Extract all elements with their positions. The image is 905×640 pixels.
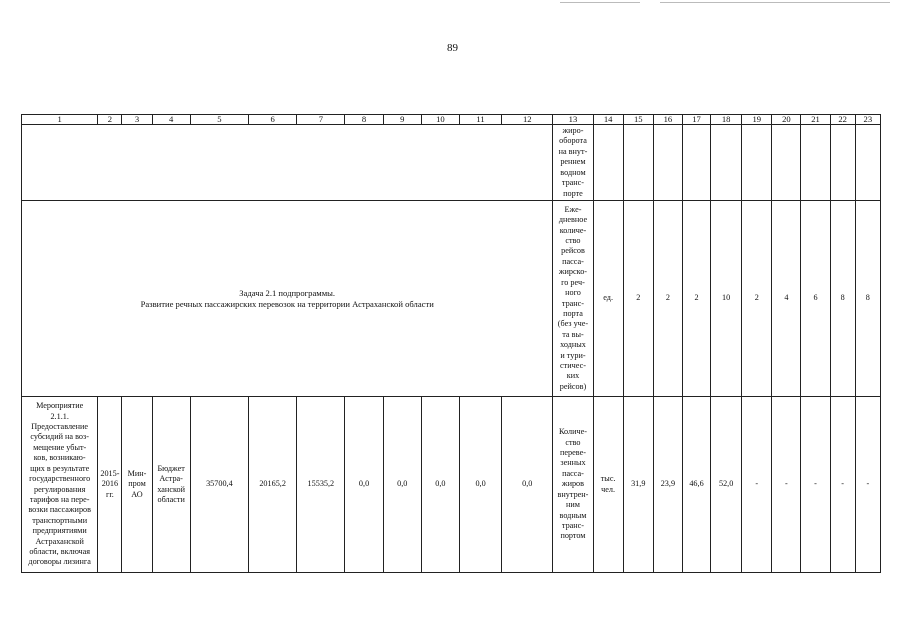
empty-cell <box>593 125 623 201</box>
value-cell: 52,0 <box>711 397 742 573</box>
value-cell: - <box>830 397 855 573</box>
column-number: 8 <box>345 115 383 125</box>
value-cell: - <box>855 397 880 573</box>
value-cell: 2 <box>742 201 772 397</box>
column-number: 14 <box>593 115 623 125</box>
page-number: 89 <box>447 42 458 54</box>
scan-artifact-line <box>560 2 640 3</box>
column-number: 2 <box>98 115 122 125</box>
task-title: Задача 2.1 подпрограммы. Развитие речных пассажирских перевозок на территории Астраханской области <box>22 201 553 397</box>
funding-source-cell: Бюджет Астра- ханской области <box>152 397 190 573</box>
empty-cell <box>772 125 801 201</box>
amount-cell: 35700,4 <box>190 397 248 573</box>
value-cell: 46,6 <box>682 397 710 573</box>
value-cell: 10 <box>711 201 742 397</box>
column-number: 20 <box>772 115 801 125</box>
column-number: 21 <box>801 115 830 125</box>
empty-cell <box>653 125 682 201</box>
column-number: 17 <box>682 115 710 125</box>
value-cell: 8 <box>855 201 880 397</box>
executor-cell: Мин- пром АО <box>122 397 152 573</box>
empty-cell <box>682 125 710 201</box>
value-cell: 8 <box>830 201 855 397</box>
column-number: 22 <box>830 115 855 125</box>
amount-cell: 0,0 <box>459 397 501 573</box>
amount-cell: 15535,2 <box>297 397 345 573</box>
empty-cell <box>623 125 653 201</box>
value-cell: 23,9 <box>653 397 682 573</box>
value-cell: 4 <box>772 201 801 397</box>
column-number: 19 <box>742 115 772 125</box>
table-row-event <box>22 397 881 573</box>
column-number: 11 <box>459 115 501 125</box>
value-cell: 2 <box>623 201 653 397</box>
amount-cell: 0,0 <box>502 397 553 573</box>
column-number: 12 <box>502 115 553 125</box>
column-number: 6 <box>249 115 297 125</box>
column-number: 4 <box>152 115 190 125</box>
value-cell: - <box>772 397 801 573</box>
period-cell: 2015- 2016 гг. <box>98 397 122 573</box>
column-number: 13 <box>553 115 593 125</box>
value-cell: - <box>801 397 830 573</box>
column-number: 7 <box>297 115 345 125</box>
column-number: 18 <box>711 115 742 125</box>
column-number: 15 <box>623 115 653 125</box>
column-number: 10 <box>421 115 459 125</box>
indicator-cell: жиро- оборота на внут- реннем водном транс- порте <box>553 125 593 201</box>
column-number: 3 <box>122 115 152 125</box>
value-cell: 6 <box>801 201 830 397</box>
amount-cell: 0,0 <box>383 397 421 573</box>
amount-cell: 0,0 <box>345 397 383 573</box>
empty-cell <box>711 125 742 201</box>
column-number: 5 <box>190 115 248 125</box>
value-cell: 2 <box>653 201 682 397</box>
column-number: 23 <box>855 115 880 125</box>
scan-artifact-line <box>660 2 890 3</box>
unit-cell: ед. <box>593 201 623 397</box>
table-row-continuation <box>22 125 881 201</box>
empty-cell <box>830 125 855 201</box>
value-cell: 31,9 <box>623 397 653 573</box>
column-number: 9 <box>383 115 421 125</box>
indicator-cell: Еже- дневное количе- ство рейсов пасса- жирско- го реч- ного транс- порта (без уче- та вы- ходных и тури- стичес- ких рейсов) <box>553 201 593 397</box>
amount-cell: 20165,2 <box>249 397 297 573</box>
event-name: Мероприятие 2.1.1. Предоставление субсидий на воз- мещение убыт- ков, возникаю- щих в результате государственного регулирования тарифов на пере- возки пассажиров транспортными предприятиями Астраханской области, включая договоры лизинга <box>22 397 98 573</box>
value-cell: 2 <box>682 201 710 397</box>
column-number: 16 <box>653 115 682 125</box>
amount-cell: 0,0 <box>421 397 459 573</box>
empty-merged-cell <box>22 125 553 201</box>
column-number-row <box>22 115 881 125</box>
empty-cell <box>742 125 772 201</box>
table-row-task <box>22 201 881 397</box>
empty-cell <box>855 125 880 201</box>
unit-cell: тыс. чел. <box>593 397 623 573</box>
indicator-cell: Количе- ство переве- зенных пасса- жиров внутрен- ним водным транс- портом <box>553 397 593 573</box>
column-number: 1 <box>22 115 98 125</box>
value-cell: - <box>742 397 772 573</box>
empty-cell <box>801 125 830 201</box>
program-table <box>21 114 881 573</box>
